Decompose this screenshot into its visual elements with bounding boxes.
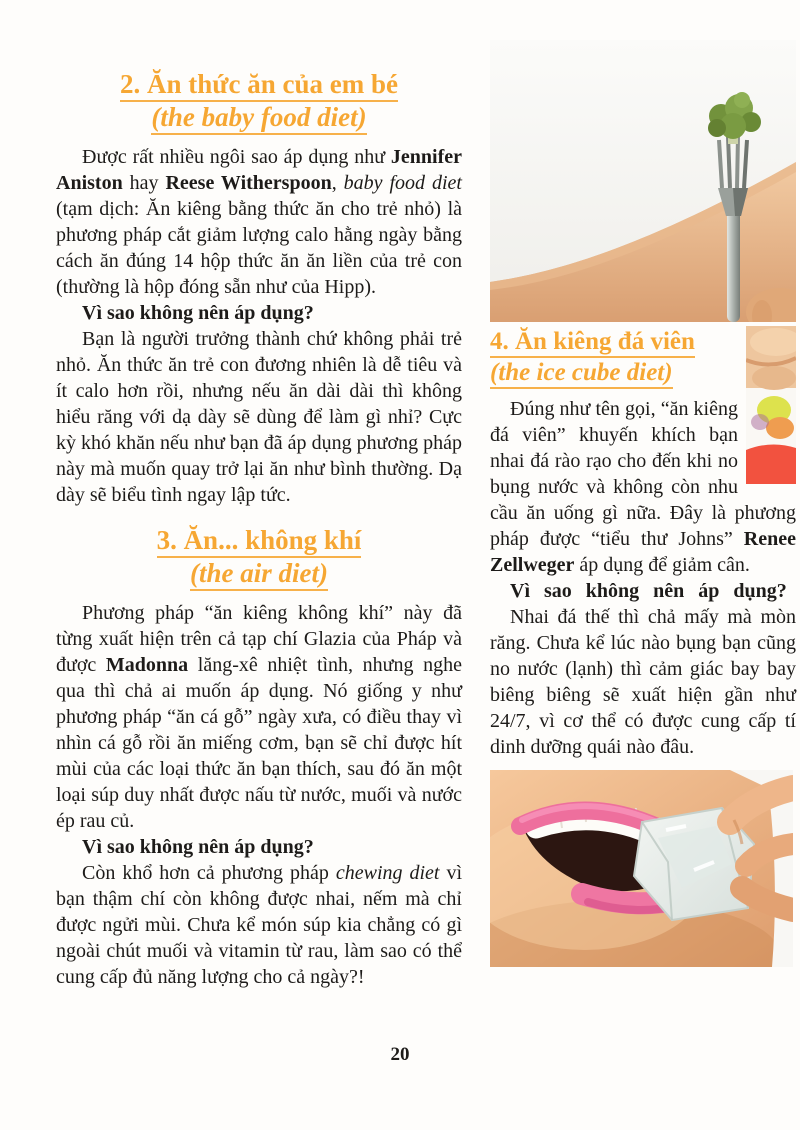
section-4-why-subhead: Vì sao không nên áp dụng? — [510, 580, 787, 602]
section-3-heading — [56, 524, 462, 590]
celebrity-name: Madonna — [105, 654, 189, 676]
fork-broccoli-photo — [490, 40, 796, 322]
text-run: , — [331, 172, 344, 194]
text-run: Đúng như tên gọi, “ăn kiêng đá viên” khuyến khích bạn nhai đá rào rạo cho đến khi no bụng nước và không còn nhu cầu ăn uống gì nữa. Đây là phương pháp được “tiểu thư Johns” — [490, 398, 796, 550]
fork-broccoli-illustration — [490, 40, 796, 322]
text-run: Được rất nhiều ngôi sao áp dụng như — [82, 146, 391, 168]
section-3-title-en: (the air diet) — [56, 557, 462, 590]
section-4-title-en: (the ice cube diet) — [490, 357, 796, 388]
celebrity-name: Reese Witherspoon — [165, 172, 332, 194]
section-3-paragraph-2 — [56, 860, 462, 990]
section-4-title-vi: 4. Ăn kiêng đá viên — [490, 326, 796, 357]
ice-cube-photo — [490, 770, 793, 967]
text-run: (tạm dịch: Ăn kiêng bằng thức ăn cho trẻ nhỏ) là phương pháp cắt giảm lượng calo hằng ngày bằng cách ăn đúng 14 hộp thức ăn ăn liền của trẻ con (thường là hộp đóng sẵn như của Hipp). — [56, 198, 462, 298]
section-3-paragraph-1 — [56, 600, 462, 834]
diet-name: chewing diet — [335, 862, 440, 884]
text-run: lăng-xê nhiệt tình, nhưng nghe qua thì chả ai muốn áp dụng. Nó giống y như phương pháp “ăn cá gỗ” ngày xưa, có điều thay vì nhìn cá gỗ rồi ăn miếng cơm, bạn sẽ chỉ được hít mùi của các loại thức ăn bạn thích, sau đó ăn một loại súp duy nhất được nấu từ nước, muối và nước ép rau củ. — [56, 654, 462, 832]
section-2-heading — [56, 68, 462, 134]
section-2-paragraph-2: Bạn là người trưởng thành chứ không phải trẻ nhỏ. Ăn thức ăn trẻ con đương nhiên là dễ tiêu và ít calo hơn rồi, nhưng nếu ăn dài dài thì không hiểu răng với dạ dày sẽ dùng để làm gì nhỉ? Cực kỳ khó khăn nếu như bạn đã áp dụng phương pháp này mà muốn quay trở lại ăn như bình thường. Dạ dày sẽ biểu tình ngay lập tức. — [56, 328, 462, 506]
fingers-food-strip-illustration — [746, 326, 796, 484]
mouth-ice-cube-illustration — [490, 770, 793, 967]
section-3-why-subhead: Vì sao không nên áp dụng? — [82, 836, 314, 858]
celebrity-name: Renee Zellweger — [490, 528, 796, 576]
section-4-paragraph-2: Nhai đá thế thì chả mấy mà mòn răng. Chưa kể lúc nào bụng bạn cũng no nước (lạnh) thì cảm giác bay bay biêng biêng sẽ xuất hiện gần như 24/7, vì cơ thể có được cung cấp tí dinh dưỡng quái nào đâu. — [490, 606, 796, 758]
section-2-paragraph-1 — [56, 144, 462, 300]
page-number: 20 — [390, 1044, 410, 1065]
photo-edge-strip — [746, 326, 796, 484]
text-run: Phương pháp “ăn kiêng không khí” này đã từng xuất hiện trên cả tạp chí Glazia của Pháp và được — [56, 602, 462, 676]
right-column — [490, 40, 796, 967]
celebrity-name: Jennifer Aniston — [56, 146, 462, 194]
section-2-title-vi: 2. Ăn thức ăn của em bé — [56, 68, 462, 101]
text-run: Còn khổ hơn cả phương pháp — [82, 862, 336, 884]
section-3-title-vi: 3. Ăn... không khí — [56, 524, 462, 557]
section-2-why-subhead: Vì sao không nên áp dụng? — [82, 302, 314, 324]
text-run: hay — [122, 172, 166, 194]
left-column — [56, 68, 462, 990]
diet-name: baby food diet — [343, 172, 462, 194]
text-run: áp dụng để giảm cân. — [574, 554, 750, 576]
text-run: vì bạn thậm chí còn không được nhai, nếm mà chỉ được ngửi mùi. Chưa kể món súp kia chẳng có gì ngoài chút muối và vitamin từ rau, làm sao có thể cung cấp đủ năng lượng cho cả ngày?! — [56, 862, 463, 988]
section-2-title-en: (the baby food diet) — [56, 101, 462, 134]
